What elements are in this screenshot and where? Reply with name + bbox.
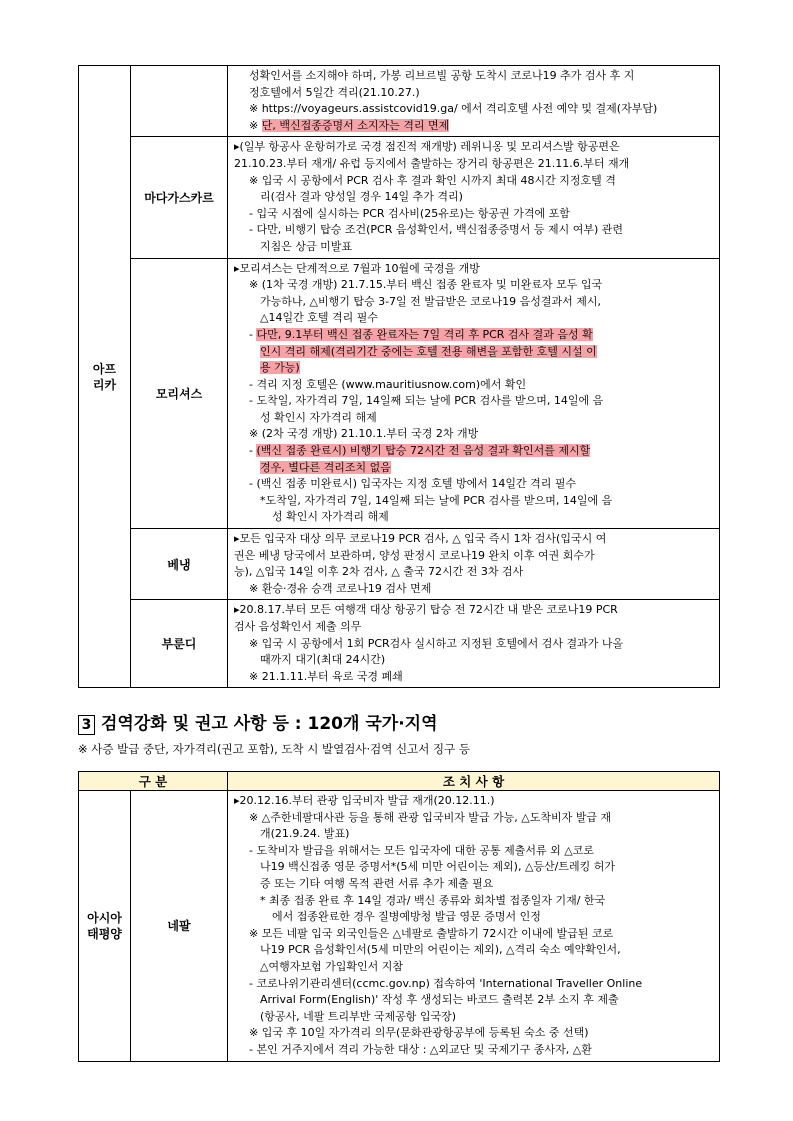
text-line: ※ 입국 후 10일 자가격리 의무(문화관광항공부에 등록된 숙소 중 선택) (249, 1026, 589, 1040)
text-line: ▸20.12.16.부터 관광 입국비자 발급 재개(20.12.11.) (234, 794, 495, 807)
text-line: - 코로나위기관리센터(ccmc.gov.np) 접속하여 'International Traveller Online (249, 976, 643, 990)
text-line: - 다만, 비행기 탑승 조건(PCR 음성확인서, 백신접종증명서 등 제시 여부) 관련 (249, 223, 623, 237)
asia-pacific-measures-table (78, 771, 720, 1062)
table-header-row (79, 772, 720, 791)
text-line: - 격리 지정 호텔은 (www.mauritiusnow.com)에서 확인 (249, 377, 527, 391)
text-line: ※ △주한네팔대사관 등을 통해 관광 입국비자 발급 가능, △도착비자 발급 재 (249, 810, 612, 824)
country-name: 베냉 (167, 557, 191, 572)
text-line: ▸모리셔스는 단계적으로 7월과 10월에 국경을 개방 (234, 261, 480, 275)
country-cell-gabon (131, 66, 228, 137)
region-label: 아시아 태평양 (87, 910, 122, 941)
table-row (79, 600, 720, 688)
text-line: 개(21.9.24. 발표) (260, 827, 350, 841)
text-line: ▸모든 입국자 대상 의무 코로나19 PCR 검사, △ 입국 즉시 1차 검사(입국시 여 (234, 532, 607, 546)
text-line: Arrival Form(English)' 작성 후 생성되는 바코드 출력본 2부 소지 후 제출 (260, 993, 619, 1007)
measures-cell-benin (228, 529, 720, 600)
highlighted-text: (백신 접종 완료시) 비행기 탑승 72시간 전 음성 결과 확인서를 제시할 (256, 444, 591, 458)
region-cell-asia-pacific (79, 791, 131, 1062)
text-line: (항공사, 네팔 트리부반 국제공항 입국장) (260, 1009, 457, 1023)
column-header-measures: 조 치 사 항 (228, 772, 720, 791)
text-line (234, 460, 715, 477)
text-line: 지침은 상금 미발표 (260, 239, 353, 253)
table-row (79, 791, 720, 1062)
region-cell-africa (79, 66, 131, 688)
text-line: 권은 베냉 당국에서 보관하며, 양성 판정시 코로나19 완치 이후 여권 회수가 (234, 548, 595, 562)
table-row (79, 66, 720, 137)
measures-cell-madagascar (228, 137, 720, 258)
table-row (79, 258, 720, 529)
country-cell-benin (131, 529, 228, 600)
measures-cell-nepal (228, 791, 720, 1062)
section-number: 3 (78, 715, 95, 735)
country-cell-mauritius (131, 258, 228, 529)
text-line: 리(검사 결과 양성일 경우 14일 추가 격리) (260, 190, 463, 204)
text-line: 21.10.23.부터 재개/ 유럽 등지에서 출발하는 장거리 항공편은 21.11.6.부터 재개 (234, 156, 630, 170)
text-line: ※ 모든 네팔 입국 외국인들은 △네팔로 출발하기 72시간 이내에 발급된 코로 (249, 926, 614, 940)
text-line: ※ (2차 국경 개방) 21.10.1.부터 국경 2차 개방 (249, 427, 479, 441)
text-line: ※ 단, 백신접종증명서 소지자는 격리 면제 (249, 118, 450, 132)
section-title: 검역강화 및 권고 사항 등 : 120개 국가·지역 (101, 714, 438, 734)
country-cell-madagascar (131, 137, 228, 258)
text-line: 가능하나, △비행기 탑승 3-7일 전 발급받은 코로나19 음성결과서 제시, (260, 294, 602, 308)
text-line: - 입국 시점에 실시하는 PCR 검사비(25유로)는 항공권 가격에 포함 (249, 206, 570, 220)
country-name: 부룬디 (161, 637, 197, 652)
text-line: 증 또는 기타 여행 목적 관련 서류 추가 제출 필요 (260, 876, 494, 890)
text-line: ※ 환승·경유 승객 코로나19 검사 면제 (249, 581, 432, 595)
measures-cell-burundi (228, 600, 720, 688)
text-line: 나19 백신접종 영문 증명서*(5세 미만 어린이는 제외), △등산/트레킹 허가 (260, 860, 616, 874)
text-line: ※ https://voyageurs.assistcovid19.ga/ 에서 격리호텔 사전 예약 및 결제(자부담) (249, 102, 658, 116)
text-line: ▸(일부 항공사 운항허가로 국경 점진적 재개방) 레위니옹 및 모리셔스발 항공편은 (234, 140, 620, 154)
text-line: - 도착비자 발급을 위해서는 모든 입국자에 대한 공통 제출서류 외 △코로 (249, 843, 594, 857)
text-line: ※ 21.1.11.부터 육로 국경 폐쇄 (249, 669, 403, 683)
measures-cell-gabon (228, 66, 720, 137)
text-line: 성확인서를 소지해야 하며, 가봉 리브르빌 공항 도착시 코로나19 추가 검사 후 지 (249, 69, 635, 82)
table-row (79, 137, 720, 258)
text-line: △14일간 호텔 격리 필수 (260, 311, 378, 325)
measures-cell-mauritius (228, 258, 720, 529)
text-line: ※ 입국 시 공항에서 PCR 검사 후 결과 확인 시까지 최대 48시간 지정호텔 격 (249, 173, 616, 187)
section-note: ※ 사증 발급 중단, 자가격리(권고 포함), 도착 시 발열검사·검역 신고서 징구 등 (78, 742, 470, 756)
country-cell-burundi (131, 600, 228, 688)
column-header-category: 구 분 (79, 772, 228, 791)
text-line: ▸20.8.17.부터 모든 여행객 대상 항공기 탑승 전 72시간 내 받은 코로나19 PCR (234, 603, 618, 617)
text-line: - (백신 접종 완료시) 비행기 탑승 72시간 전 음성 결과 확인서를 제시할 (249, 444, 591, 458)
text-line: - 다만, 9.1부터 백신 접종 완료자는 7일 격리 후 PCR 검사 결과 음성 확 (249, 327, 593, 341)
text-line: 에서 접종완료한 경우 질병예방청 발급 영문 증명서 인정 (272, 910, 541, 924)
text-line (234, 360, 715, 377)
text-line (234, 344, 715, 361)
country-name: 마다가스카르 (144, 190, 214, 205)
text-line: *도착일, 자가격리 7일, 14일째 되는 날에 PCR 검사를 받으며, 14일에 음 (260, 493, 613, 507)
text-line: - (백신 접종 미완료시) 입국자는 지정 호텔 방에서 14일간 격리 필수 (249, 477, 577, 491)
country-name: 모리셔스 (155, 386, 203, 401)
text-line: ※ (1차 국경 개방) 21.7.15.부터 백신 접종 완료자 및 미완료자 모두 입국 (249, 278, 603, 292)
country-name: 네팔 (167, 919, 191, 934)
text-line: - 도착일, 자가격리 7일, 14일째 되는 날에 PCR 검사를 받으며, 14일에 음 (249, 394, 604, 408)
text-line: 검사 음성확인서 제출 의무 (234, 620, 362, 633)
text-line: 때까지 대기(최대 24시간) (260, 653, 386, 667)
text-line: 능), △입국 14일 이후 2차 검사, △ 출국 72시간 전 3차 검사 (234, 565, 524, 579)
text-line: * 최종 접종 완료 후 14일 경과/ 백신 종류와 회차별 접종일자 기재/ 한국 (260, 893, 606, 907)
text-line: 정호텔에서 5일간 격리(21.10.27.) (249, 85, 420, 99)
table-row (79, 529, 720, 600)
text-line: ※ 입국 시 공항에서 1회 PCR검사 실시하고 지정된 호텔에서 검사 결과가 나올 (249, 636, 624, 650)
africa-measures-table (78, 65, 720, 688)
highlighted-text: 경우, 별다른 격리조치 없음 (260, 460, 391, 474)
text-line: 성 확인시 자가격리 해제 (260, 410, 377, 424)
text-line: 나19 PCR 음성확인서(5세 미만의 어린이는 제외), △격리 숙소 예약확인서, (260, 943, 621, 957)
section-heading (78, 709, 438, 735)
text-line: - 본인 거주지에서 격리 가능한 대상 : △외교단 및 국제기구 종사자, △환 (249, 1042, 592, 1056)
text-line: △여행자보험 가입확인서 지참 (260, 959, 403, 973)
highlighted-text: 다만, 9.1부터 백신 접종 완료자는 7일 격리 후 PCR 검사 결과 음성 확 (256, 327, 593, 341)
highlighted-text: 인시 격리 해제(격리기간 중에는 호텔 전용 해변을 포함한 호텔 시설 이 (260, 344, 597, 358)
region-label: 아프 리카 (92, 361, 117, 392)
text-line: 성 확인시 자가격리 해제 (272, 510, 389, 524)
country-cell-nepal (131, 791, 228, 1062)
highlighted-text: 단, 백신접종증명서 소지자는 격리 면제 (261, 118, 450, 132)
highlighted-text: 용 가능) (260, 361, 300, 375)
